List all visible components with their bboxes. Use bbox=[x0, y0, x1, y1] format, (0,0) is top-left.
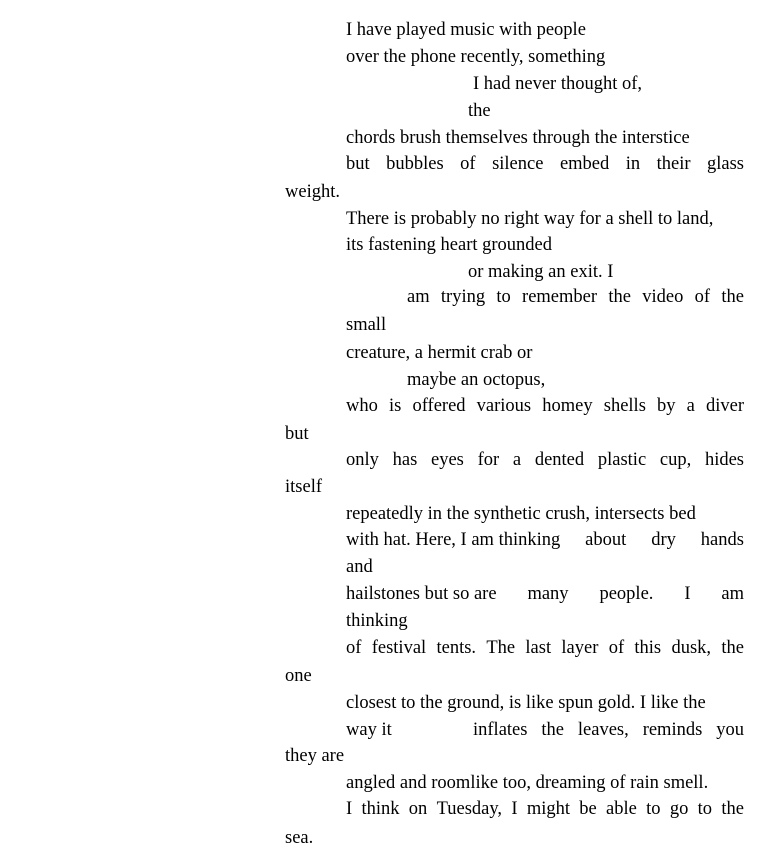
word: the bbox=[721, 638, 744, 658]
word: in bbox=[625, 154, 641, 174]
word: I bbox=[684, 584, 691, 604]
poem-line-justified bbox=[407, 286, 744, 308]
poem-line: maybe an octopus, bbox=[407, 370, 546, 390]
word: of bbox=[460, 154, 476, 174]
word: trying bbox=[440, 287, 486, 307]
word: a bbox=[512, 450, 522, 470]
word: to bbox=[646, 799, 661, 819]
word: their bbox=[656, 154, 691, 174]
word: eyes bbox=[431, 450, 464, 470]
poem-line-justified bbox=[346, 395, 744, 417]
word: for bbox=[477, 450, 500, 470]
word: offered bbox=[412, 396, 466, 416]
word: hides bbox=[704, 450, 744, 470]
word: inflates bbox=[473, 720, 528, 740]
word: dented bbox=[534, 450, 585, 470]
word: am bbox=[407, 287, 430, 307]
word: on bbox=[408, 799, 428, 819]
word: by bbox=[657, 396, 676, 416]
poem-line: its fastening heart grounded bbox=[346, 235, 553, 255]
word: the bbox=[721, 287, 744, 307]
word: video bbox=[642, 287, 684, 307]
poem-line: I have played music with people bbox=[346, 20, 586, 40]
poem-line: itself bbox=[285, 477, 322, 497]
poem-line: chords brush themselves through the interstice bbox=[346, 128, 690, 148]
word: who bbox=[346, 396, 378, 416]
word: has bbox=[392, 450, 418, 470]
poem-line: angled and roomlike too, dreaming of rain smell. bbox=[346, 773, 709, 793]
poem-line: over the phone recently, something bbox=[346, 47, 606, 67]
poem-line-justified bbox=[346, 449, 744, 471]
poem-line: creature, a hermit crab or bbox=[346, 343, 533, 363]
word: I bbox=[511, 799, 518, 819]
poem-line: I had never thought of, bbox=[473, 74, 643, 94]
word: a bbox=[686, 396, 695, 416]
word: hands bbox=[700, 530, 744, 550]
word: is bbox=[389, 396, 402, 416]
word: but bbox=[346, 154, 370, 174]
word: the bbox=[608, 287, 631, 307]
word: homey bbox=[542, 396, 593, 416]
poem-line: or making an exit. I bbox=[468, 262, 614, 282]
poem-line: but bbox=[285, 424, 309, 444]
word: remember bbox=[522, 287, 598, 307]
word: many bbox=[527, 584, 569, 604]
word: dusk, bbox=[671, 638, 712, 658]
word: you bbox=[716, 720, 744, 740]
word: festival bbox=[371, 638, 427, 658]
poem-line-justified bbox=[346, 583, 744, 605]
word: The bbox=[486, 638, 516, 658]
word: think bbox=[361, 799, 400, 819]
poem-line-justified bbox=[473, 719, 744, 741]
poem-line-justified bbox=[346, 637, 744, 659]
poem-line: way it bbox=[346, 720, 392, 740]
poem-line-justified bbox=[346, 153, 744, 175]
word: dry bbox=[651, 530, 676, 550]
word: embed bbox=[559, 154, 610, 174]
poem-line: they are bbox=[285, 746, 345, 766]
word: might bbox=[526, 799, 570, 819]
poem-line: and bbox=[346, 557, 373, 577]
word: tents. bbox=[436, 638, 477, 658]
word: of bbox=[346, 638, 362, 658]
poem-line: weight. bbox=[285, 182, 340, 202]
poem-line: repeatedly in the synthetic crush, intersects bed bbox=[346, 504, 696, 524]
word: the bbox=[541, 720, 564, 740]
word: go bbox=[669, 799, 689, 819]
word: with hat. Here, I am thinking bbox=[346, 530, 561, 550]
word: be bbox=[579, 799, 597, 819]
word: diver bbox=[705, 396, 744, 416]
poem-line: one bbox=[285, 666, 312, 686]
word: Tuesday, bbox=[436, 799, 503, 819]
word: reminds bbox=[642, 720, 703, 740]
word: cup, bbox=[659, 450, 692, 470]
word: layer bbox=[561, 638, 599, 658]
word: to bbox=[697, 799, 713, 819]
word: the bbox=[721, 799, 744, 819]
word: various bbox=[476, 396, 532, 416]
word: plastic bbox=[597, 450, 647, 470]
word: am bbox=[721, 584, 744, 604]
poem-line-justified bbox=[346, 529, 744, 551]
word: silence bbox=[492, 154, 544, 174]
poem-line: closest to the ground, is like spun gold. I like the bbox=[346, 693, 706, 713]
word: only bbox=[346, 450, 379, 470]
word: of bbox=[608, 638, 625, 658]
word: shells bbox=[603, 396, 646, 416]
poem-line: There is probably no right way for a shell to land, bbox=[346, 209, 714, 229]
poem-line: thinking bbox=[346, 611, 408, 631]
poem-line: sea. bbox=[285, 828, 314, 848]
word: bubbles bbox=[386, 154, 444, 174]
word: able bbox=[606, 799, 637, 819]
word: about bbox=[585, 530, 627, 550]
word: of bbox=[694, 287, 711, 307]
word: to bbox=[496, 287, 511, 307]
word: glass bbox=[707, 154, 744, 174]
word: last bbox=[525, 638, 552, 658]
poem-line-justified bbox=[346, 798, 744, 820]
poem-line: small bbox=[346, 315, 387, 335]
word: leaves, bbox=[577, 720, 629, 740]
word: people. bbox=[599, 584, 654, 604]
word: hailstones but so are bbox=[346, 584, 497, 604]
word: this bbox=[634, 638, 662, 658]
poem-line: the bbox=[468, 101, 491, 121]
word: I bbox=[346, 799, 353, 819]
